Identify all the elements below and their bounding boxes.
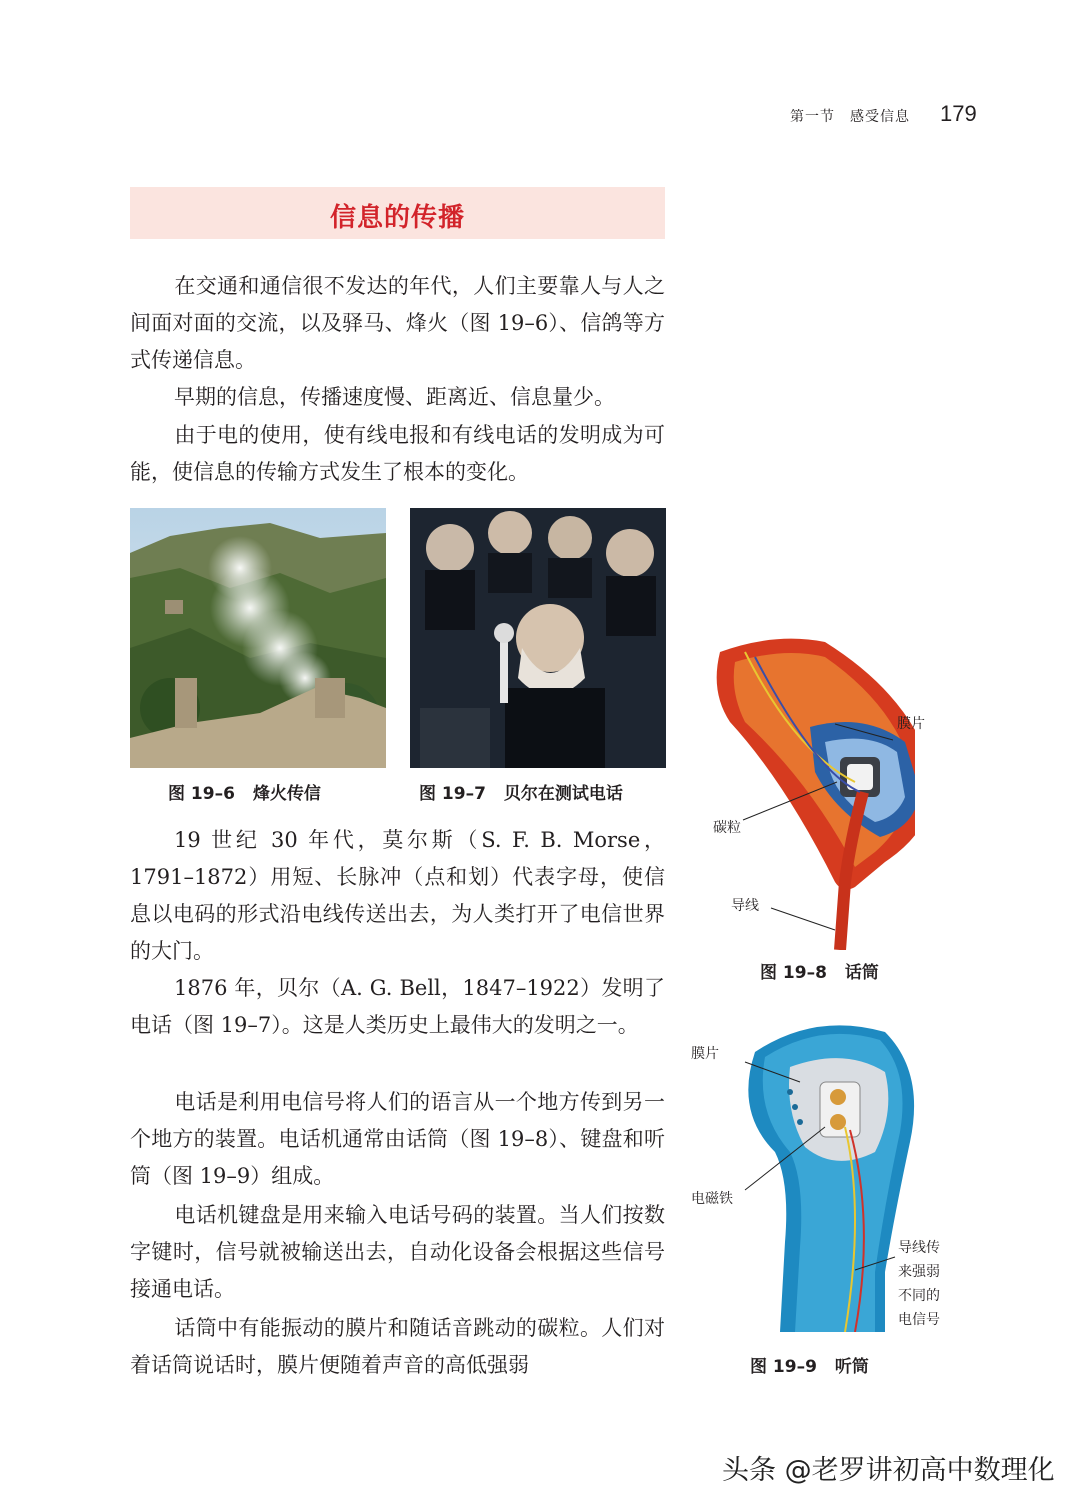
running-header-section: 第一节 感受信息: [790, 109, 910, 125]
label-diaphragm: 膜片: [691, 1046, 719, 1062]
label-electromagnet: 电磁铁: [691, 1191, 733, 1207]
paragraph: 电话是利用电信号将人们的语言从一个地方传到另一个地方的装置。电话机通常由话筒（图 19–8）、键盘和听筒（图 19–9）组成。: [130, 1090, 665, 1188]
section-title: 信息的传播: [329, 203, 465, 233]
label-carbon-granules: 碳粒: [713, 820, 741, 836]
figure-caption: 图 19–7 贝尔在测试电话: [419, 784, 623, 804]
label-diaphragm: 膜片: [897, 716, 925, 732]
label-wire: 导线: [731, 898, 759, 914]
paragraph: 在交通和通信很不发达的年代，人们主要靠人与人之间面对面的交流，以及驿马、烽火（图 19–6）、信鸽等方式传递信息。: [130, 274, 665, 372]
beacon-fire-photo: [130, 508, 386, 768]
watermark: 头条 @老罗讲初高中数理化: [722, 1455, 1055, 1486]
bell-telephone-photo: [410, 508, 666, 768]
figure-caption: 图 19–9 听筒: [750, 1357, 869, 1377]
label-wire-signal: 导线传 来强弱 不同的 电信号: [898, 1240, 940, 1328]
paragraph: 1876 年，贝尔（A. G. Bell，1847–1922）发明了电话（图 19–7）。这是人类历史上最伟大的发明之一。: [130, 976, 665, 1037]
figure-caption: 图 19–8 话筒: [760, 963, 879, 983]
page-number: 179: [940, 101, 977, 126]
paragraph: 由于电的使用，使有线电报和有线电话的发明成为可能，使信息的传输方式发生了根本的变化。: [130, 423, 665, 484]
paragraph: 电话机键盘是用来输入电话号码的装置。当人们按数字键时，信号就被输送出去，自动化设备会根据这些信号接通电话。: [130, 1203, 665, 1301]
figure-caption: 图 19–6 烽火传信: [168, 784, 321, 804]
paragraph: 早期的信息，传播速度慢、距离近、信息量少。: [174, 385, 615, 409]
paragraph: 话筒中有能振动的膜片和随话音跳动的碳粒。人们对着话筒说话时，膜片便随着声音的高低强弱: [130, 1316, 665, 1377]
section-title-bar: [130, 187, 665, 239]
paragraph: 19 世纪 30 年代，莫尔斯（S. F. B. Morse，1791–1872）用短、长脉冲（点和划）代表字母，使信息以电码的形式沿电线传送出去，为人类打开了电信世界的大门。: [130, 828, 665, 963]
